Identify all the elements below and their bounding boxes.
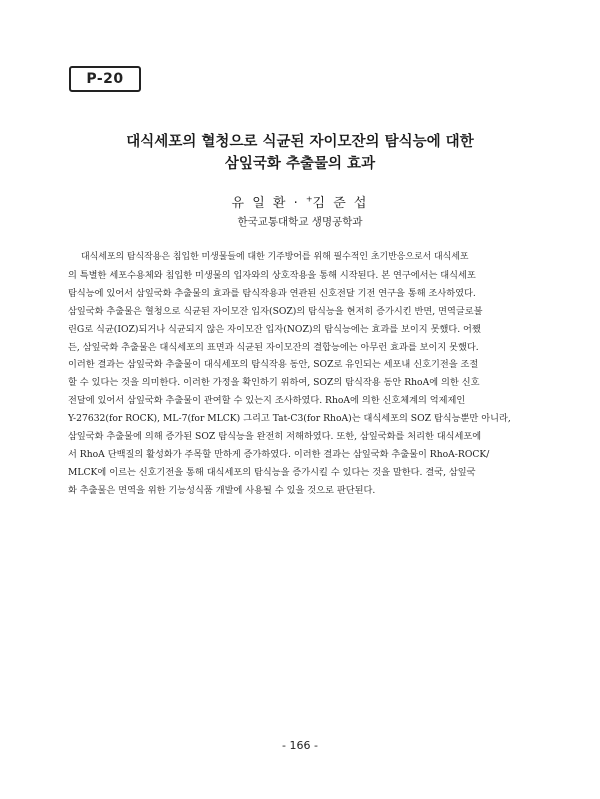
abstract-line: Y-27632(for ROCK), ML-7(for MLCK) 그리고 Tat-C3(for RhoA)는 대식세포의 SOZ 탐식능뿐만 아니라, [68,413,511,425]
page-number: - 166 - [282,739,318,752]
abstract-line: 할 수 있다는 것을 의미한다. 이러한 가정을 확인하기 위하여, SOZ의 탐식작용 동안 RhoA에 의한 신호 [68,377,480,389]
abstract-line: 삼잎국화 추출물은 혈청으로 식균된 자이모잔 입자(SOZ)의 탐식능을 현저히 증가시킨 반면, 면역글로불 [68,305,483,317]
abstract-line: 전달에 있어서 삼잎국화 추출물이 관여할 수 있는지 조사하였다. RhoA에 의한 신호체계의 억제제인 [68,395,466,407]
abstract-line: 탐식능에 있어서 삼잎국화 추출물의 효과를 탐식작용과 연관된 신호전달 기전 연구을 통해 조사하였다. [68,287,476,299]
title-line: 삼잎국화 추출물의 효과 [224,156,376,172]
abstract-line: 삼잎국화 추출물에 의해 증가된 SOZ 탐식능을 완전히 저해하였다. 또한, 삼잎국화를 처리한 대식세포에 [68,431,482,443]
abstract-line: 대식세포의 탐식작용은 침입한 미생물들에 대한 기주방어를 위해 필수적인 초기반응으로서 대식세포 [81,252,469,262]
abstract-line: 화 추출물은 면역을 위한 기능성식품 개발에 사용될 수 있을 것으로 판단된다. [68,484,376,496]
affiliation: 한국교통대학교 생명공학과 [237,216,363,228]
abstract-line: 린G로 식균(IOZ)되거나 식균되지 않은 자이모잔 입자(NOZ)의 탐식능에는 효과를 보이지 못했다. 어쨌 [68,323,481,335]
abstract-line: 이러한 결과는 삼잎국화 추출물이 대식세포의 탐식작용 동안, SOZ로 유인되는 세포내 신호기전을 조절 [68,359,479,371]
author-first: 유 일 환 · [231,196,306,211]
abstract-line: 의 특별한 세포수용체와 침입한 미생물의 입자와의 상호작용을 통해 시작된다. 본 연구에서는 대식세포 [68,269,476,281]
authors [60,192,540,211]
abstract-line: 서 RhoA 단백질의 활성화가 주목할 만하게 증가하였다. 이러한 결과는 삼잎국화 추출물이 RhoA-ROCK/ [68,448,490,460]
paper-title [60,131,540,175]
title-line: 대식세포의 혈청으로 식균된 자이모잔의 탐식능에 대한 [126,134,474,150]
corresponding-author-mark: + [305,194,313,204]
poster-id-badge: P-20 [69,66,141,92]
abstract-line: 든, 삼잎국화 추출물은 대식세포의 표면과 식균된 자이모잔의 결합능에는 아무런 효과를 보이지 못했다. [68,341,479,353]
abstract-line: MLCK에 이르는 신호기전을 통해 대식세포의 탐식능을 증가시킬 수 있다는 것을 말한다. 결국, 삼잎국 [68,466,476,478]
abstract [68,249,536,500]
author-second: 김 준 섭 [312,196,369,211]
